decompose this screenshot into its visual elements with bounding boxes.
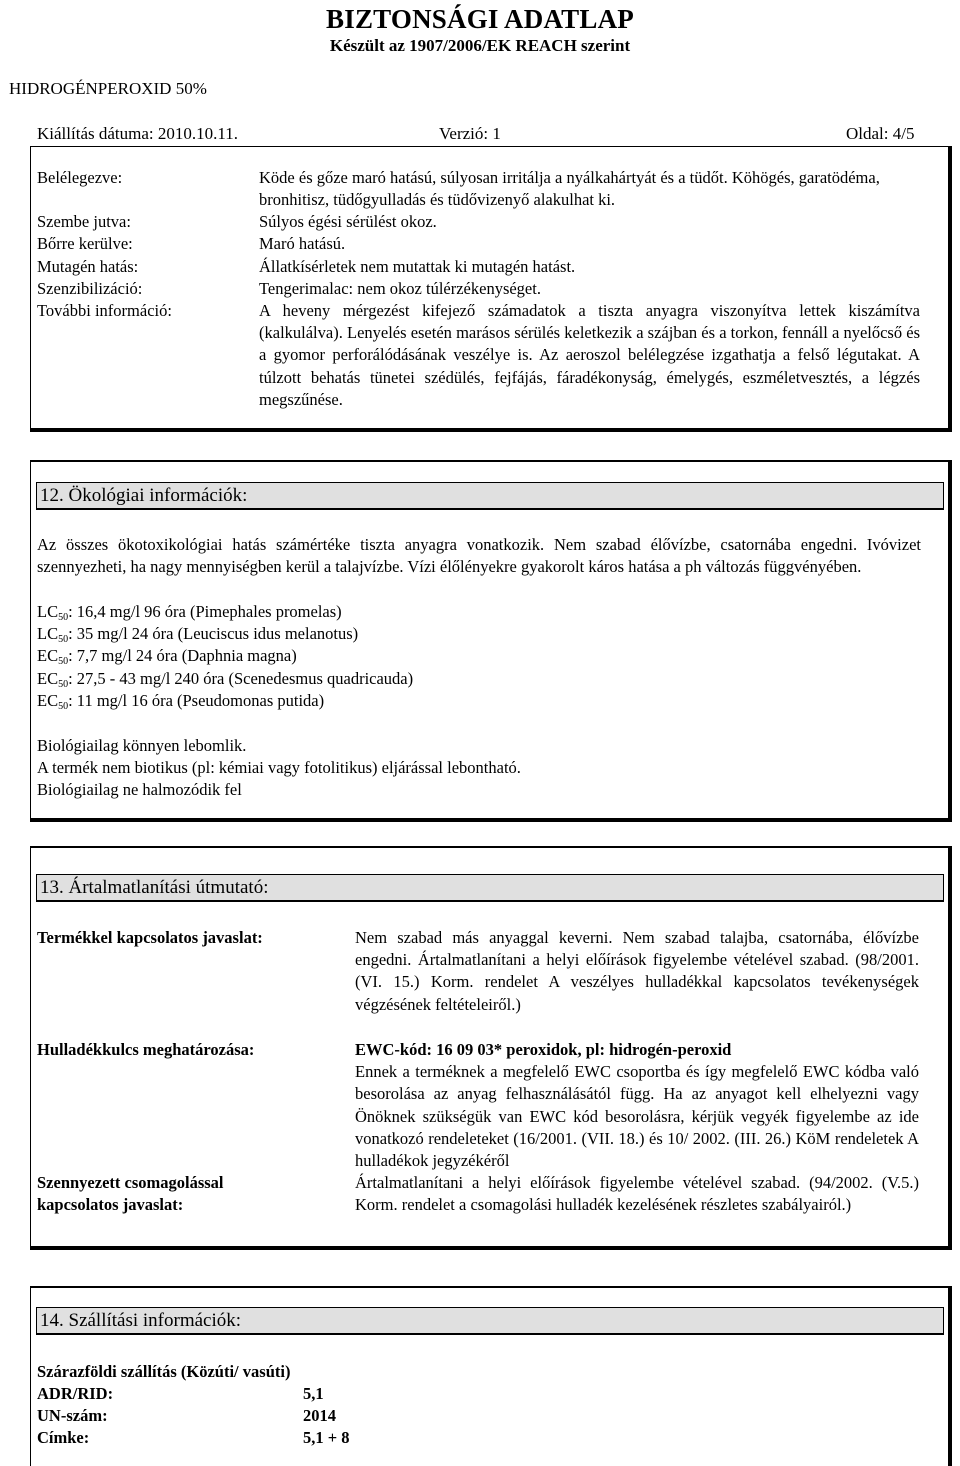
product-name: HIDROGÉNPEROXID 50% [9, 79, 207, 98]
document-subtitle: Készült az 1907/2006/EK REACH szerint [329, 36, 631, 55]
transport-value: 5,1 [303, 1384, 324, 1403]
issue-date: Kiállítás dátuma: 2010.10.11. [37, 124, 238, 143]
value-sensitization: Tengerimalac: nem okoz túlérzékenységet. [259, 279, 541, 298]
biodegradation-item: Biológiailag ne halmozódik fel [37, 780, 242, 800]
transport-value: 2014 [303, 1406, 336, 1425]
transport-key: UN-szám: [37, 1406, 108, 1425]
toxicity-item: $LC_{50}$: 35 mg/l 24 óra (Leuciscus idus melanotus) [37, 624, 359, 646]
label-packaging-line-2: kapcsolatos javaslat: [37, 1195, 184, 1215]
label-packaging [37, 1172, 224, 1216]
label-eye-contact: Szembe jutva: [37, 212, 131, 231]
value-eye-contact: Súlyos égési sérülést okoz. [259, 212, 437, 231]
section-12-heading: 12. Ökológiai információk: [36, 482, 944, 510]
biodegradation-list [37, 735, 921, 802]
value-packaging: Ártalmatlanítani a helyi előírások figyelembe vételével szabad. (94/2002. (V.5.) Korm. rendelet a csomagolási hulladék kezelésének részletes szabályairól.) [355, 1173, 919, 1215]
transport-row [37, 1383, 437, 1405]
section-14-heading: 14. Szállítási információk: [36, 1307, 944, 1335]
biodegradation-item: Biológiailag könnyen lebomlik. [37, 736, 247, 755]
label-packaging-line-1: Szennyezett csomagolással [37, 1173, 224, 1192]
label-sensitization: Szenzibilizáció: [37, 279, 143, 298]
value-skin-contact: Maró hatású. [259, 234, 346, 253]
toxicity-item: $EC_{50}$: 27,5 - 43 mg/l 240 óra (Scenedesmus quadricauda) [37, 668, 414, 690]
waste-code: EWC-kód: 16 09 03* peroxidok, pl: hidrogén-peroxid [355, 1040, 732, 1059]
value-inhalation: Köde és gőze maró hatású, súlyosan irritálja a nyálkahártyát és a tüdőt. Köhögés, garatödéma, bronhitisz, tüdőgyulladás és tüdővizenyő alakulhat ki. [259, 168, 880, 210]
value-product-disposal: Nem szabad más anyaggal keverni. Nem szabad talajba, csatornába, élővízbe engedni. Ártalmatlanítani a helyi előírások figyelembe vételével szabad. (98/2001. (VI. 15.) Korm. rendelet A veszélyes hulladékkal kapcsolatos tevékenységek végzésének feltételeiről.) [355, 928, 919, 1014]
waste-code-block [355, 1039, 919, 1172]
waste-code-description: Ennek a terméknek a megfelelő EWC csoportba és így megfelelő EWC kódba való besorolása az anyag felhasználásától függ. Ha az anyagot kell elhelyezni vagy Önöknek szükségük van EWC kód besorolásra, kérjük vegyék figyelembe az ide vonatkozó rendeleteket (16/2001. (VII. 18.) és 10/ 2002. (III. 26.) KöM rendeletek A hulladékok jegyzékéről [355, 1062, 919, 1171]
label-skin-contact: Bőrre kerülve: [37, 234, 133, 253]
transport-row [37, 1405, 437, 1427]
transport-value: 5,1 + 8 [303, 1428, 350, 1447]
transport-key: Címke: [37, 1428, 90, 1447]
transport-key: ADR/RID: [37, 1384, 114, 1403]
toxicity-item: $EC_{50}$: 7,7 mg/l 24 óra (Daphnia magna) [37, 646, 297, 668]
transport-row [37, 1427, 437, 1449]
label-further-info: További információ: [37, 301, 172, 320]
value-mutagenic: Állatkísérletek nem mutattak ki mutagén hatást. [259, 257, 576, 276]
value-further-info: A heveny mérgezést kifejező számadatok a tiszta anyagra viszonyítva lettek kiszámítva (kalkulálva). Lenyelés esetén marásos sérülés keletkezik a szájban és a torkon, fennáll a nyelőcső és a gyomor perforálódásának veszélye is. Az aeroszol belélegzése izgathatja a felső légutakat. A túlzott behatás tünetei szédülés, fejfájás, fáradékonyság, émelygés, eszméletvesztés, a légzés megszűnése. [259, 301, 920, 409]
version: Verzió: 1 [439, 124, 501, 143]
section-13-heading: 13. Ártalmatlanítási útmutató: [36, 874, 944, 902]
label-waste-code: Hulladékkulcs meghatározása: [37, 1040, 255, 1059]
biodegradation-item: A termék nem biotikus (pl: kémiai vagy fotolitikus) eljárással lebontható. [37, 758, 521, 778]
label-product-disposal: Termékkel kapcsolatos javaslat: [37, 928, 263, 947]
land-transport-title: Szárazföldi szállítás (Közúti/ vasúti) [37, 1362, 291, 1381]
document-title: BIZTONSÁGI ADATLAP [326, 4, 634, 34]
page-number: Oldal: 4/5 [846, 124, 915, 143]
label-inhalation: Belélegezve: [37, 168, 123, 187]
toxicity-item: $LC_{50}$: 16,4 mg/l 96 óra (Pimephales promelas) [37, 602, 342, 623]
toxicity-list [37, 601, 921, 712]
ecology-intro: Az összes ökotoxikológiai hatás számértéke tiszta anyagra vonatkozik. Nem szabad élővízbe, csatornába engedni. Ivóvizet szennyezheti, ha nagy mennyiségben kerül a talajvízbe. Vízi élőlényekre gyakorolt káros hatása a ph változás függvényében. [37, 535, 921, 577]
toxicity-item: $EC_{50}$: 11 mg/l 16 óra (Pseudomonas putida) [37, 690, 325, 712]
label-mutagenic: Mutagén hatás: [37, 257, 139, 276]
